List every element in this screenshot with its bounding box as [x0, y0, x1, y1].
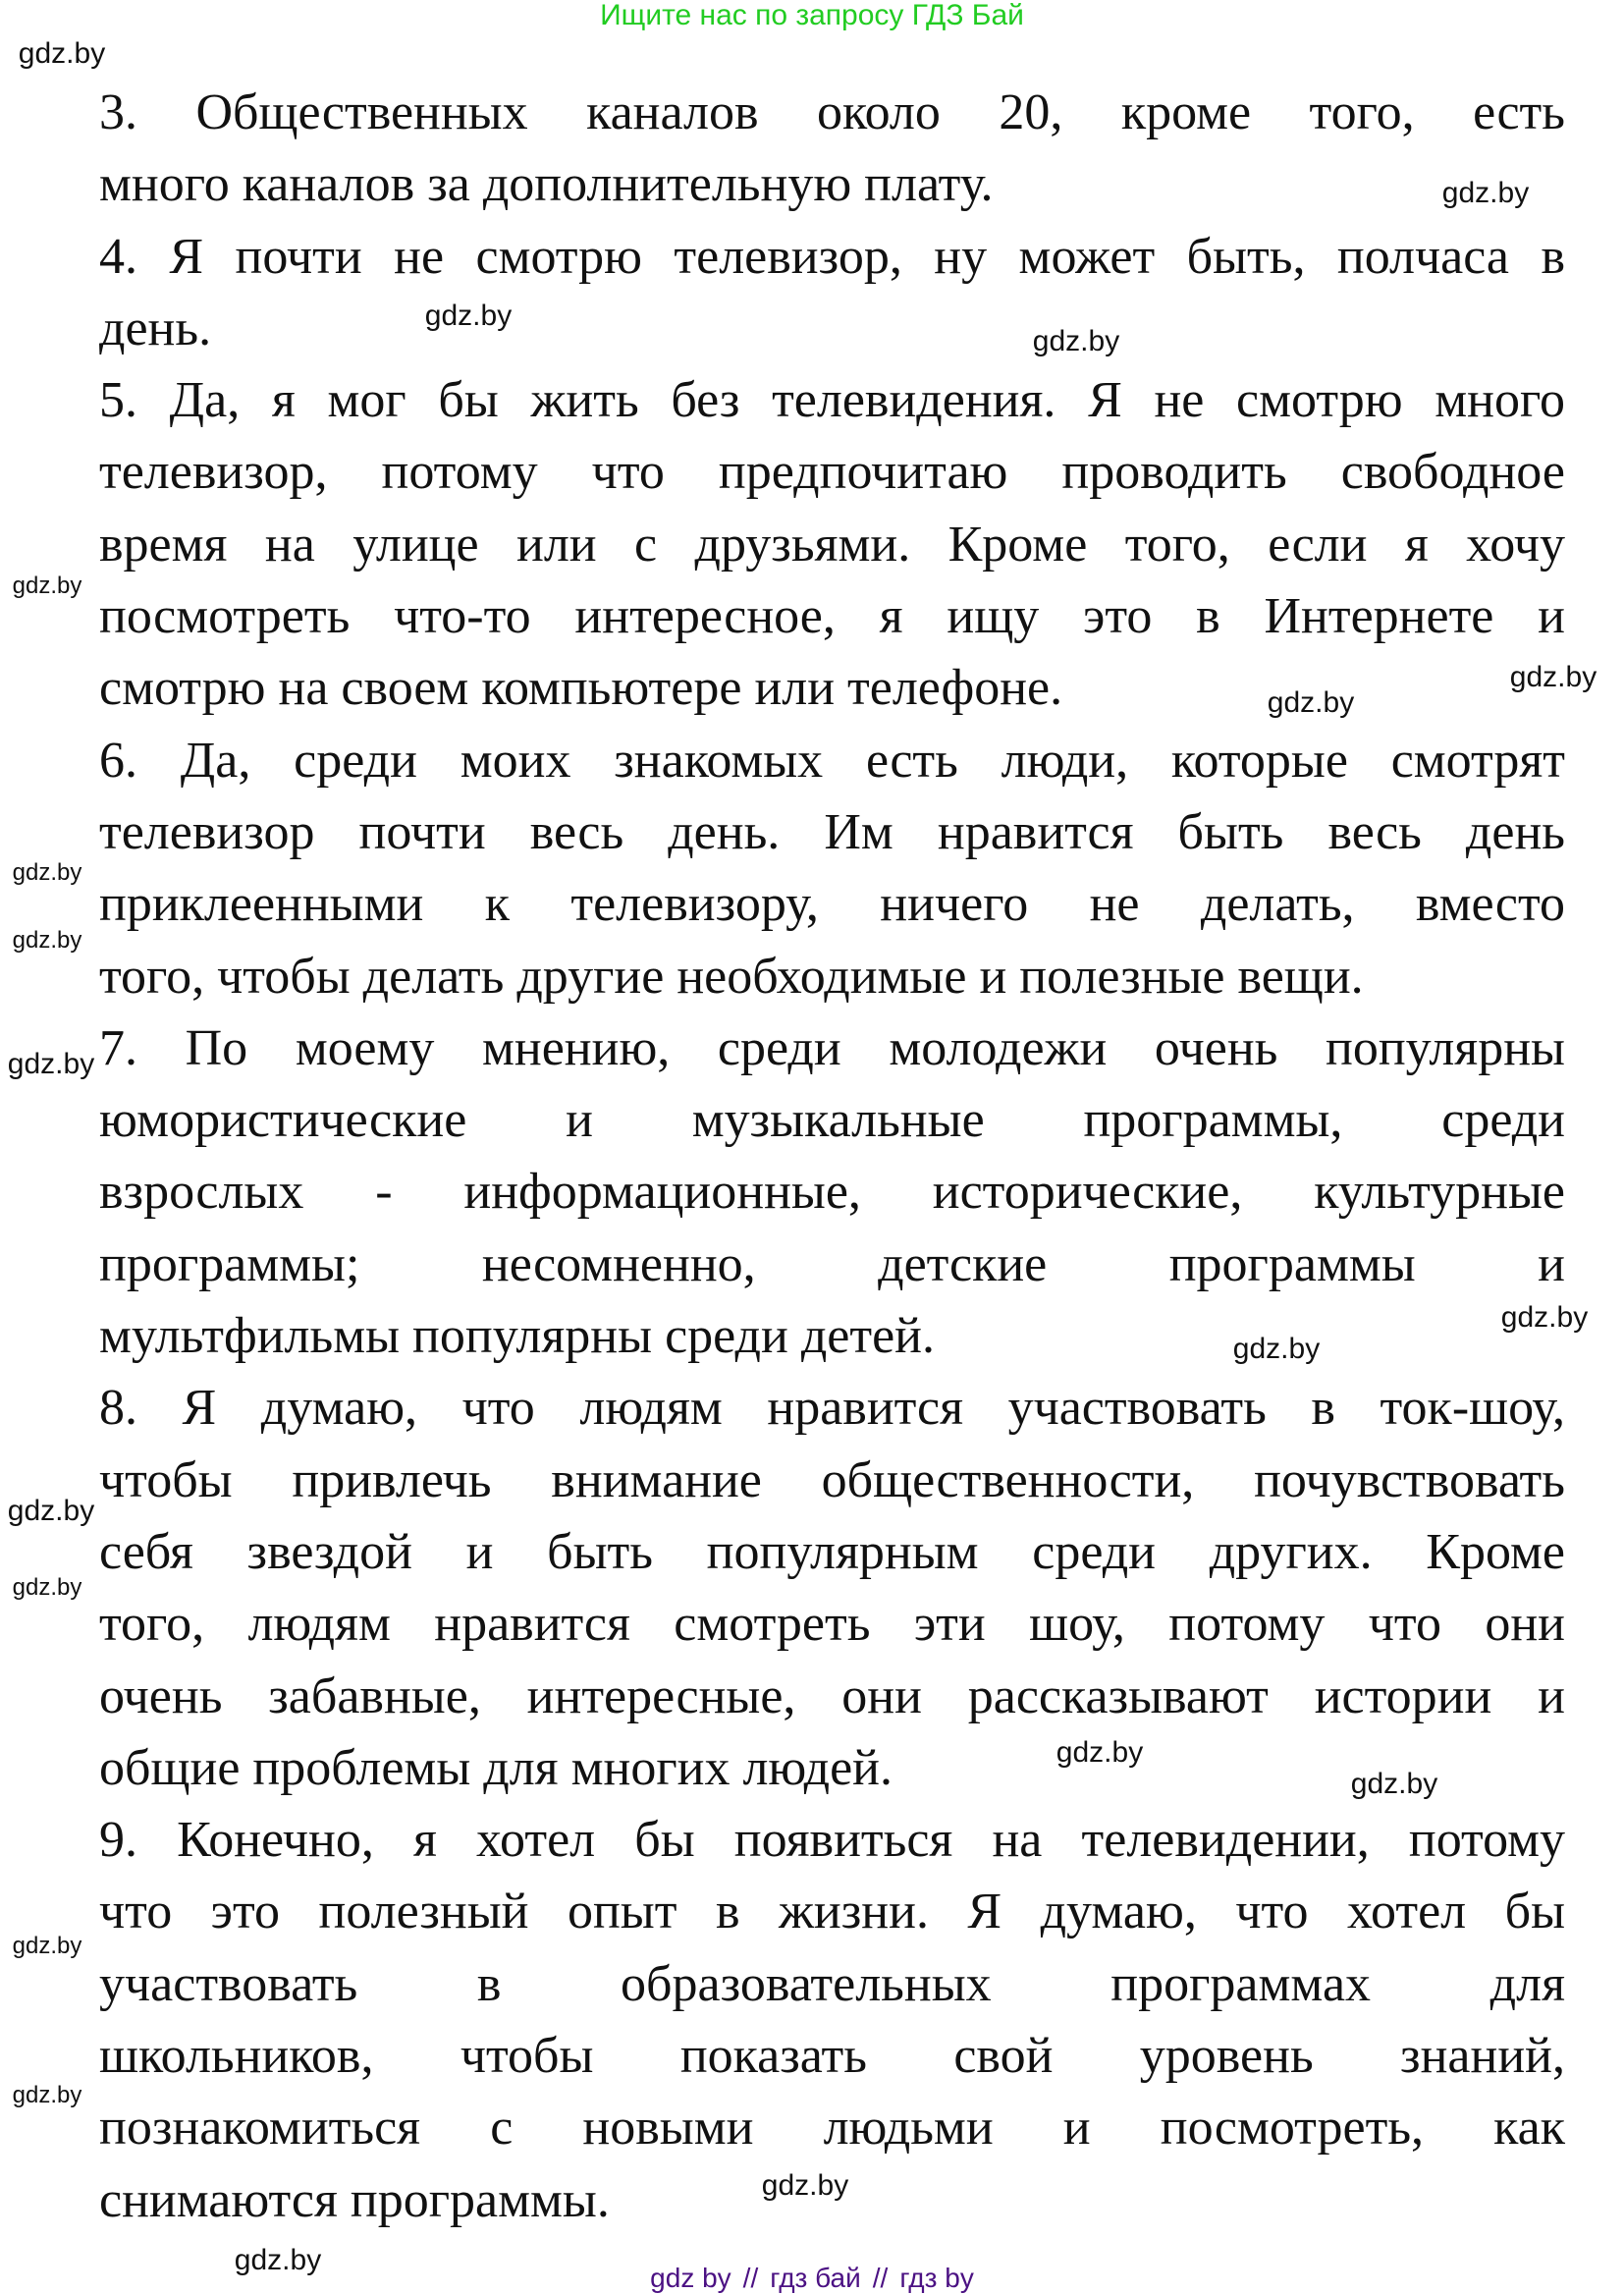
text-line: 6. Да, среди моих знакомых есть люди, которые смотрят: [99, 732, 1565, 789]
text-line: программы; несомненно, детские программы и: [99, 1235, 1565, 1292]
watermark: gdz.by: [12, 573, 82, 599]
answer-text: [99, 77, 1565, 2236]
watermark: gdz.by: [7, 1048, 95, 1080]
watermark: gdz.by: [761, 2169, 849, 2202]
watermark: gdz.by: [12, 2082, 82, 2108]
text-line: чтобы привлечь внимание общественности, почувствовать: [99, 1451, 1565, 1508]
text-line: 8. Я думаю, что людям нравится участвовать в ток-шоу,: [99, 1380, 1565, 1437]
footer-separator: //: [872, 2263, 889, 2293]
footer-links: [644, 2263, 980, 2294]
watermark: gdz.by: [1056, 1736, 1144, 1769]
footer-link-gdz-bai[interactable]: гдз бай: [770, 2263, 861, 2293]
watermark: gdz.by: [1350, 1768, 1438, 1800]
text-line: себя звездой и быть популярным среди других. Кроме: [99, 1523, 1565, 1580]
text-line: снимаются программы.: [99, 2171, 610, 2228]
watermark: gdz.by: [7, 1495, 95, 1527]
watermark: gdz.by: [234, 2244, 322, 2276]
watermark: gdz.by: [1032, 325, 1120, 357]
text-line: 4. Я почти не смотрю телевизор, ну может быть, полчаса в: [99, 228, 1565, 285]
text-line: участвовать в образовательных программах для: [99, 1955, 1565, 2012]
watermark: gdz.by: [12, 1574, 82, 1601]
text-line: того, людям нравится смотреть эти шоу, потому что они: [99, 1596, 1565, 1653]
footer-link-gdz-by-cyr[interactable]: гдз by: [899, 2263, 974, 2293]
text-line: того, чтобы делать другие необходимые и полезные вещи.: [99, 948, 1364, 1005]
text-line: телевизор, потому что предпочитаю проводить свободное: [99, 444, 1565, 501]
text-line: 9. Конечно, я хотел бы появиться на телевидении, потому: [99, 1812, 1565, 1869]
text-line: 7. По моему мнению, среди молодежи очень популярны: [99, 1019, 1565, 1076]
footer-link-gdz-by[interactable]: gdz by: [650, 2263, 731, 2293]
text-line: общие проблемы для многих людей.: [99, 1739, 893, 1796]
text-line: телевизор почти весь день. Им нравится быть весь день: [99, 803, 1565, 860]
watermark: gdz.by: [1500, 1301, 1589, 1334]
text-line: юмористические и музыкальные программы, среди: [99, 1092, 1565, 1149]
text-line: приклеенными к телевизору, ничего не делать, вместо: [99, 876, 1565, 933]
watermark: gdz.by: [12, 927, 82, 954]
text-line: мультфильмы популярны среди детей.: [99, 1308, 935, 1365]
text-line: 3. Общественных каналов около 20, кроме того, есть: [99, 84, 1565, 140]
footer-separator: //: [742, 2263, 759, 2293]
watermark: gdz.by: [12, 859, 82, 886]
watermark: gdz.by: [1441, 177, 1530, 209]
watermark: gdz.by: [424, 300, 513, 332]
watermark: gdz.by: [1509, 661, 1597, 693]
text-line: что это полезный опыт в жизни. Я думаю, что хотел бы: [99, 1884, 1565, 1940]
text-line: взрослых - информационные, исторические, культурные: [99, 1164, 1565, 1221]
text-line: время на улице или с друзьями. Кроме того, если я хочу: [99, 516, 1565, 573]
watermark: gdz.by: [1267, 686, 1355, 719]
text-line: познакомиться с новыми людьми и посмотреть, как: [99, 2100, 1565, 2157]
text-line: 5. Да, я мог бы жить без телевидения. Я не смотрю много: [99, 372, 1565, 429]
watermark: gdz.by: [18, 37, 106, 70]
watermark: gdz.by: [12, 1933, 82, 1959]
text-line: много каналов за дополнительную плату.: [99, 156, 994, 213]
site-banner: Ищите нас по запросу ГДЗ Бай: [600, 0, 1024, 31]
watermark: gdz.by: [1232, 1333, 1321, 1365]
text-line: посмотреть что-то интересное, я ищу это в Интернете и: [99, 588, 1565, 645]
text-line: школьников, чтобы показать свой уровень знаний,: [99, 2028, 1565, 2085]
text-line: очень забавные, интересные, они рассказывают истории и: [99, 1667, 1565, 1724]
text-line: день.: [99, 300, 212, 356]
text-line: смотрю на своем компьютере или телефоне.: [99, 660, 1063, 717]
